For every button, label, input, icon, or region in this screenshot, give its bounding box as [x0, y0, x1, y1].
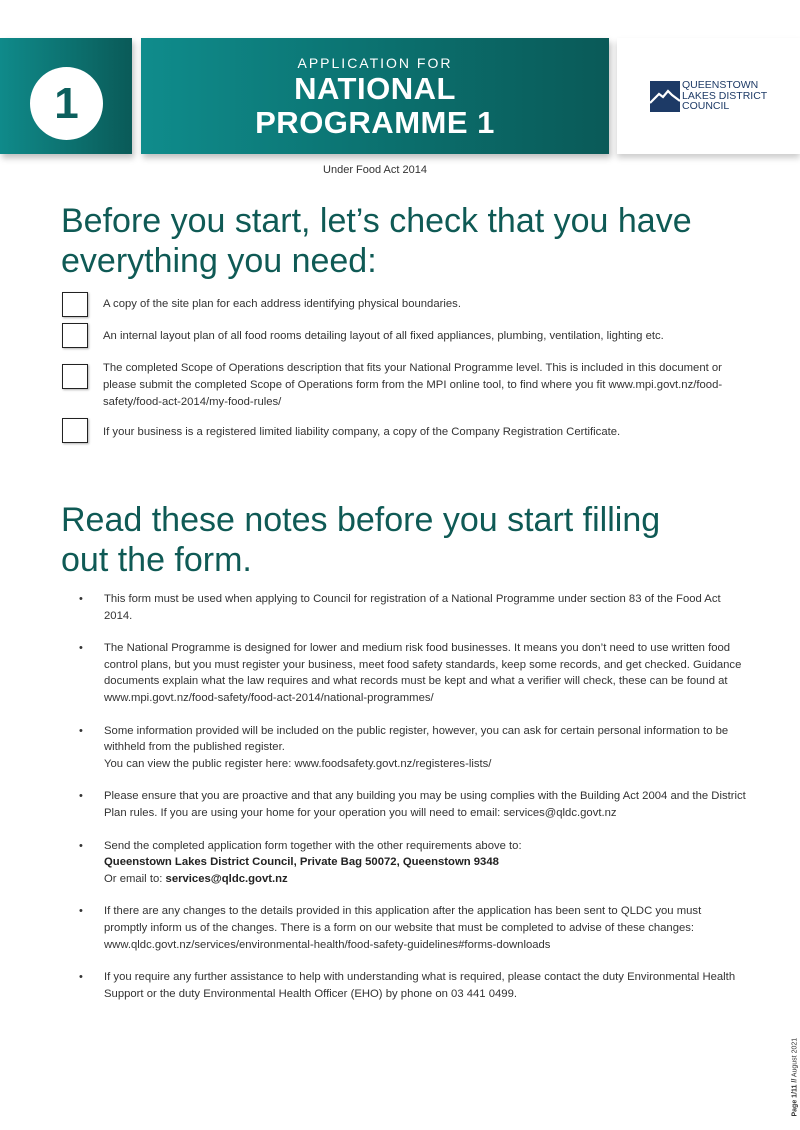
checklist-item: [62, 415, 742, 441]
email-address[interactable]: services@qldc.govt.nz: [165, 872, 288, 885]
mountain-logo-icon: [650, 81, 680, 112]
bullet-icon: •: [79, 905, 83, 918]
checklist-item-text: If your business is a registered limited liability company, a copy of the Company Registration Certificate.: [103, 426, 621, 438]
note-text: Some information provided will be included on the public register, however, you can ask for certain personal information to be withheld from the published register.: [104, 724, 729, 754]
note-item: [76, 640, 746, 706]
note-text: If you require any further assistance to help with understanding what is required, please contact the duty Environmental Health Support or the duty Environmental Health Officer (EHO) by phone on 03 441 0499.: [104, 971, 736, 1000]
logo-line-2: LAKES DISTRICT: [682, 89, 768, 102]
subtitle: Under Food Act 2014: [323, 164, 427, 176]
title-prefix: APPLICATION FOR: [297, 55, 453, 71]
header-banner: [0, 38, 800, 154]
checklist-heading: Before you start, let’s check that you have everything you need:: [61, 202, 692, 280]
checklist-item-text: A copy of the site plan for each address identifying physical boundaries.: [103, 298, 461, 310]
notes-heading: Read these notes before you start filling out the form.: [61, 501, 661, 579]
bullet-icon: •: [79, 971, 83, 984]
logo-line-3: COUNCIL: [682, 100, 730, 112]
email-prefix: Or email to:: [104, 872, 166, 885]
bullet-icon: •: [79, 790, 83, 803]
form-number-badge: 1: [30, 67, 103, 140]
page-title: [141, 72, 609, 140]
bullet-icon: •: [79, 642, 83, 655]
checklist: [62, 292, 742, 441]
checklist-item-text: The completed Scope of Operations description that fits your National Programme level. This is included in this document or please submit the completed Scope of Operations form from the MPI online tool, to find where you fit www.mpi.govt.nz/food-safety/food-act-2014/my-food-rules/: [103, 362, 723, 408]
checklist-item-text: An internal layout plan of all food rooms detailing layout of all fixed appliances, plumbing, ventilation, lighting etc.: [103, 330, 664, 342]
note-item: [76, 838, 746, 888]
note-text: The National Programme is designed for lower and medium risk food businesses. It means you don’t need to use written food control plans, but you must register your business, meet food safety standards, keep some records, and get checked. Guidance documents explain what the law requires and what records must be kept and what a verifier will check, these can be found at www.mpi.govt.nz/food-safety/food-act-2014/national-programmes/: [104, 642, 742, 704]
public-register-link-text: You can view the public register here: www.foodsafety.govt.nz/registeres-lists/: [104, 757, 492, 770]
bullet-icon: •: [79, 593, 83, 605]
council-logo: [617, 38, 800, 154]
logo-line-1: QUEENSTOWN: [682, 79, 759, 91]
checklist-item: [62, 323, 742, 355]
note-item: [76, 788, 746, 821]
checklist-item: [62, 358, 742, 410]
checkbox[interactable]: [62, 364, 88, 389]
bullet-icon: •: [79, 724, 83, 737]
note-text: Send the completed application form together with the other requirements above to:: [104, 839, 522, 852]
checkbox[interactable]: [62, 418, 88, 443]
form-number-box: [0, 38, 132, 154]
postal-address: Queenstown Lakes District Council, Private Bag 50072, Queenstown 9348: [104, 856, 499, 869]
page-number: Page 1/11: [791, 1084, 799, 1117]
title-box: [141, 38, 609, 154]
note-text: If there are any changes to the details provided in this application after the application has been sent to QLDC you must promptly inform us of the changes. There is a form on our website that must be completed to advise of these changes: www.qldc.govt.nz/services/environmental-health/food-safety-guidelines#forms-downloads: [104, 905, 702, 951]
notes-list: [76, 591, 746, 1018]
title-line-2: PROGRAMME 1: [255, 105, 495, 140]
note-text: This form must be used when applying to Council for registration of a National Programme under section 83 of the Food Act 2014.: [104, 593, 721, 622]
note-item: [76, 591, 746, 624]
page-footer: [792, 1017, 799, 1117]
note-text: Please ensure that you are proactive and that any building you may be using complies with the Building Act 2004 and the District Plan rules. If you are using your home for your operation you will need to email: services@qldc.govt.nz: [104, 790, 746, 819]
note-item: [76, 969, 746, 1002]
checklist-item: [62, 292, 742, 320]
email-line: [104, 871, 746, 888]
note-item: [76, 723, 746, 773]
footer-separator: //: [791, 1078, 799, 1083]
footer-date: August 2021: [791, 1037, 799, 1078]
title-line-1: NATIONAL: [294, 71, 456, 106]
bullet-icon: •: [79, 839, 83, 852]
checkbox[interactable]: [62, 323, 88, 348]
checkbox[interactable]: [62, 292, 88, 317]
logo-text: [682, 80, 767, 112]
note-item: [76, 903, 746, 953]
